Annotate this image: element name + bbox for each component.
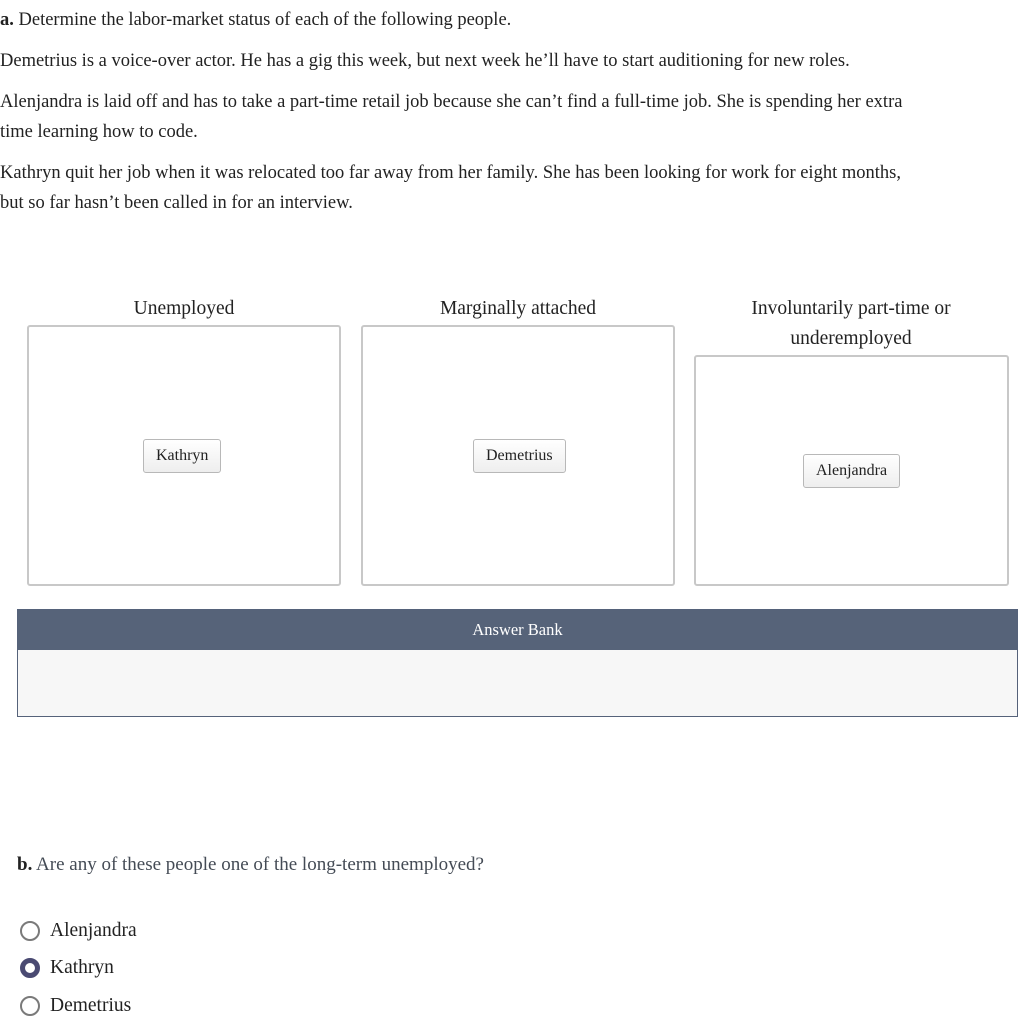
- part-b-text: Are any of these people one of the long-term unemployed?: [32, 854, 484, 875]
- scenario-kathryn: [0, 158, 1023, 218]
- category-title-line2: underemployed: [790, 328, 912, 349]
- scenario-kathryn-line2: but so far hasn’t been called in for an interview.: [0, 193, 353, 213]
- scenario-alenjandra-line2: time learning how to code.: [0, 122, 198, 142]
- dropzone-involuntarily-part-time[interactable]: [694, 355, 1009, 586]
- dropzone-unemployed[interactable]: [27, 325, 341, 586]
- radio-icon[interactable]: [20, 996, 40, 1016]
- category-title-marginally-attached: Marginally attached: [439, 298, 597, 319]
- option-alenjandra[interactable]: [20, 916, 137, 946]
- answer-bank-body[interactable]: [18, 650, 1017, 716]
- chip-kathryn[interactable]: Kathryn: [143, 439, 221, 473]
- scenario-demetrius: [0, 46, 1023, 76]
- scenario-alenjandra-line1: Alenjandra is laid off and has to take a part-time retail job because she can’t find a full-time job. She is spending her extra: [0, 92, 903, 112]
- radio-selected-icon[interactable]: [20, 958, 40, 978]
- option-kathryn[interactable]: [20, 953, 114, 983]
- scenario-demetrius-line1: Demetrius is a voice-over actor. He has a gig this week, but next week he’ll have to start auditioning for new roles.: [0, 51, 850, 71]
- scenario-alenjandra: [0, 87, 1023, 147]
- option-demetrius[interactable]: [20, 991, 131, 1021]
- chip-demetrius[interactable]: Demetrius: [473, 439, 566, 473]
- scenario-kathryn-line1: Kathryn quit her job when it was relocated too far away from her family. She has been looking for work for eight months,: [0, 163, 901, 183]
- answer-bank-header: Answer Bank: [18, 610, 1017, 650]
- radio-icon[interactable]: [20, 921, 40, 941]
- part-a-text: Determine the labor-market status of each of the following people.: [13, 10, 512, 30]
- dropzone-marginally-attached[interactable]: [361, 325, 675, 586]
- category-title-line1: Involuntarily part-time or: [751, 298, 951, 319]
- chip-alenjandra[interactable]: Alenjandra: [803, 454, 900, 488]
- option-label: Demetrius: [50, 995, 132, 1016]
- category-title-unemployed: Unemployed: [133, 298, 235, 319]
- option-label: Alenjandra: [50, 920, 137, 941]
- part-b-label: b.: [17, 854, 33, 875]
- answer-bank[interactable]: [17, 609, 1018, 717]
- part-a-label: a.: [0, 10, 14, 30]
- option-label: Kathryn: [50, 957, 114, 978]
- part-b-question: [17, 851, 484, 879]
- category-title-involuntarily-part-time: [694, 294, 1008, 354]
- part-a-prompt: [0, 5, 1023, 35]
